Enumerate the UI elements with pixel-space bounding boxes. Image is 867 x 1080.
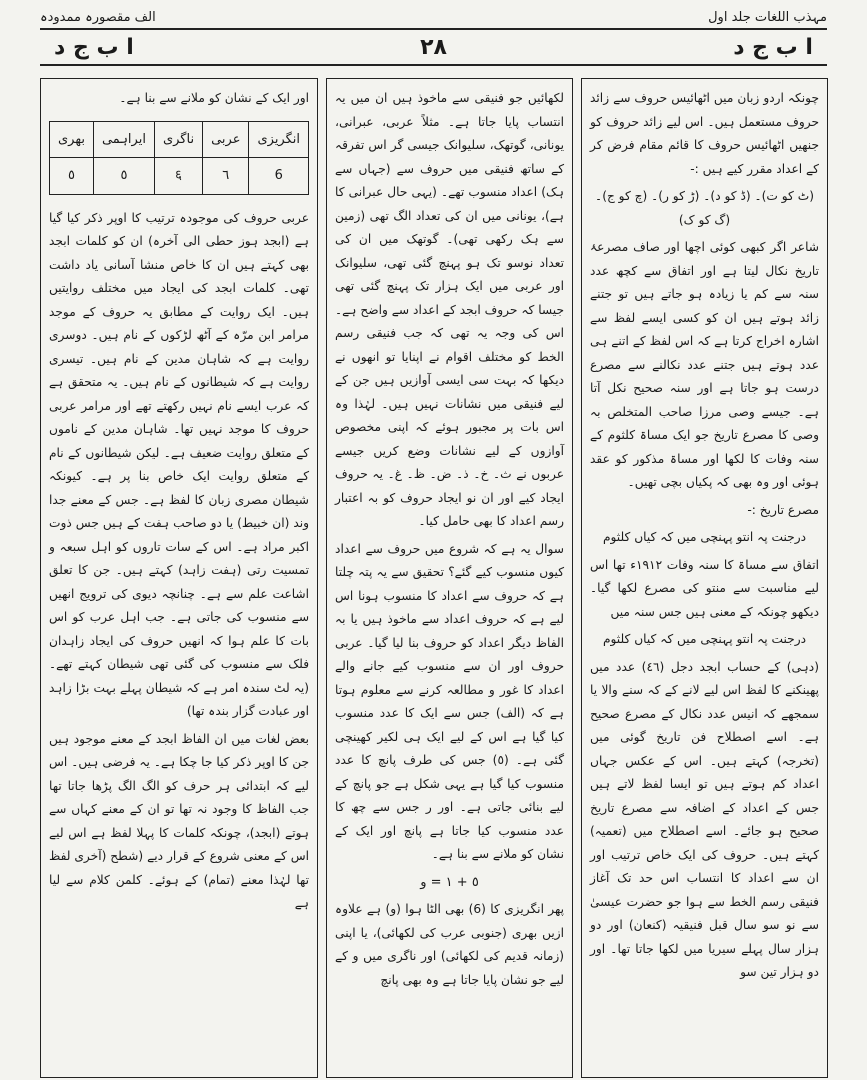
paragraph: بعض لغات میں ان الفاظ ابجد کے معنے موجود ہیں جن کا اوپر ذکر کیا جا چکا ہے۔ یہ فرضی ہیں۔ اس لیے کہ ابتدائی ہر حرف کو الگ الگ پڑھا جاتا تھا جب الفاظ کا وجود نہ تھا تو ان کے معنے کہاں سے ہوتے (ابجد)، چونکہ کلمات کا پہلا لفظ ہے اس لیے اس کے معنی شروع کے قرار دیے (شطح (آخری لفظ تھا لہٰذا معنے (تمام) کے ہوئے۔ کلمن کلام سے لیا ہے bbox=[49, 731, 310, 910]
paragraph: سوال یہ ہے کہ شروع میں حروف سے اعداد کیوں منسوب کیے گئے؟ تحقیق سے یہ پتہ چلتا ہے کہ حروف سے اعداد کا منسوب ہونا اس لیے ہے کہ حروف اعداد سے ماخوذ ہیں یا بہ الفاظ دیگر اعداد کو حروف بنا لیا گیا۔ عربی حروف اور ان سے منسوب کیے جانے والے اعداد کا غور و مطالعہ کرنے سے معلوم ہوتا ہے کہ (الف) جس سے ایک کا عدد منسوب کیا گیا ہے اس کے لیے ایک ہی لکیر کھینچی گئی ہے۔ (٥) جس کی طرف پانچ کا عدد منسوب کیا گیا ہے یہی شکل ہے جو پانچ کے لیے بنائی جاتی ہے۔ اور ر جس سے چھ کا عدد منسوب کیا جاتا ہے پانچ اور ایک کے نشان کو ملانے سے بنا ہے۔ bbox=[335, 541, 565, 861]
page-number: ٢٨ bbox=[420, 34, 447, 60]
paragraph: اتفاق سے مساۃ کا سنہ وفات ١٩١٢ء تھا اس لیے مناسبت سے منتو کی مصرع لکھا گیا۔ دیکھو چونکہ کے معنی ہیں جس سنہ میں bbox=[590, 557, 819, 619]
title-bar bbox=[40, 28, 827, 66]
table-header: عربی bbox=[203, 121, 249, 158]
column-right bbox=[581, 78, 828, 1078]
table-cell: ६ bbox=[154, 158, 202, 195]
paragraph: شاعر اگر کبھی کوئی اچھا اور صاف مصرعۂ تاریخ نکال لیتا ہے اور اتفاق سے کچھ عدد سنہ سے کم یا زیادہ ہو جاتے ہیں تو جتنے زائد ہوتے ہیں ان کو کسی ایسے لفظ سے اشارہ اخراج کرتا ہے کہ اس لفظ کے اتنے ہی عدد ہوتے ہیں جتنے عدد نکالنے سے مصرع درست ہو جاتا ہے اور سنہ صحیح نکل آتا ہے۔ جیسے وصی مرزا صاحب المتخلص بہ وصی کا مصرع تاریخ جو ایک مساۃ کلثوم کے سنہ وفات کا لکھا اور مساۃ مذکور کو عقد ہوئی اور وہ بھی کہ پکیاں بچی تھیں۔ bbox=[590, 240, 819, 489]
table-header: انگریزی bbox=[249, 121, 309, 158]
paragraph: عربی حروف کی موجودہ ترتیب کا اوپر ذکر کیا گیا ہے (ابجد ہوز حطی الی آخرہ) ان کو کلمات ابجد بھی کہتے ہیں ان کا خاص منشا آسانی یاد داشت تھی۔ کلمات ابجد کی ایجاد میں مختلف روایتیں ہیں۔ ایک روایت کے مطابق یہ حروف کے موجد مرامر ابن مرّہ کے آٹھ لڑکوں کے نام ہیں۔ دوسری روایت ہے کہ شاہان مدین کے نام ہیں۔ تیسری روایت ہے کہ شیطانوں کے نام ہیں۔ یہ متحقق ہے کہ عرب ایسے نام نہیں رکھتے تھے اور مرامر عربی حروف کا موجد نہیں تھا۔ شاہان مدین کے ناموں کے متعلق روایت ضعیف ہے۔ لیکن شیطانوں کے نام کے متعلق روایت ایک خاص بنا پر ہے۔ کیونکہ شیطان مصری زبان کا لفظ ہے۔ جس کے معنے جدا وند (ان خبیط) یا دو صاحب ہفت کے ہیں جس ذوت اکبر مراد ہے۔ اس کے سات تاروں کو اہل سبعہ و تمسیت رتی (ہفت زاہد) کہتے ہیں۔ جن کا تعلق اشاعت علم سے ہے۔ چنانچہ دیوی کی ترویج انھیں سے منسوب کی جاتی ہے۔ جب اہل عرب کو اس بات کا علم ہوا کہ انھیں حروف کی ایجاد زاہدان فلک سے منسوب کی گئی تھی شیطان کہتے تھے۔ (یہ لٹ سندہ امر ہے کہ شیطان پہلے بہت بڑا زاہد اور عبادت گزار بندہ تھا) bbox=[49, 210, 310, 718]
text-columns bbox=[40, 78, 828, 1078]
left-letters: ا ب ج د bbox=[54, 34, 134, 60]
table-cell: ٥ bbox=[50, 158, 94, 195]
formula: ٥ + ١ = و bbox=[420, 874, 479, 890]
paragraph: چونکہ اردو زبان میں اٹھائیس حروف سے زائد حروف مستعمل ہیں۔ اس لیے زائد حروف کو جنھیں اٹھائیس حروف کا قائم مقام فرض کر کے اعداد مقرر کیے ہیں :- bbox=[590, 91, 819, 176]
paragraph: پھر انگریزی کا (6) بھی الٹا ہوا (و) ہے علاوہ ازیں بھری (جنوبی عرب کی لکھائی)، یا اپنی (زمانہ قدیم کی لکھائی) اور ناگری میں و کے لیے جو نشان پایا جاتا ہے وہ بھی پانچ bbox=[335, 902, 565, 987]
paragraph: اور ایک کے نشان کو ملانے سے بنا ہے۔ bbox=[119, 91, 310, 105]
paragraph: مصرع تاریخ :- bbox=[747, 502, 819, 517]
column-middle bbox=[326, 78, 573, 1078]
verse: درجنت پہ انتو پہنچی میں کہ کیاں کلثوم bbox=[602, 530, 807, 544]
table-header: بھری bbox=[50, 121, 94, 158]
book-title: مہذب اللغات جلد اول bbox=[708, 9, 827, 25]
column-left bbox=[40, 78, 318, 1078]
table-cell: ٥ bbox=[93, 158, 154, 195]
section-heading: الف مقصورہ ممدودہ bbox=[40, 9, 156, 25]
table-header: ایراہمی bbox=[93, 121, 154, 158]
table-cell: ٦ bbox=[203, 158, 249, 195]
running-header bbox=[40, 6, 827, 28]
paragraph: (دہی) کے حساب ابجد دجل (٤٦) عدد میں پھینکنے کا لفظ اس لیے لانے کے کہ سنے والا یا سمجھے کہ انیس عدد نکال کے مصرع صحیح ہے۔ اسے اصطلاح فن تاریخ گوئی میں (تخرجہ) کہتے ہیں۔ اس کے عکس جہاں اعداد کم ہوتے ہیں تو ایسا لفظ لاتے ہیں جس کے اعداد کے اضافہ سے مصرع تاریخ صحیح ہو جائے۔ اسے اصطلاح میں (تعمیہ) کہتے ہیں۔ حروف کی ایک خاص ترتیب اور ان سے اعداد کا انتساب اس حد تک آغاز فنیقی رسم الخط سے ہوا جو حضرت عیسیٰ سے نو سو سال قبل فنیقیہ (کنعان) اور دو ہزار سال پہلے سیریا میں لکھا جاتا تھا۔ اور دو ہزار تین سو bbox=[590, 659, 819, 979]
letter-mapping: (ٹ کو ت)۔ (ڈ کو د)۔ (ڑ کو ر)۔ (چ کو ج)۔ (گ کو ک) bbox=[595, 189, 814, 227]
verse: درجنت پہ انتو پہنچی میں کہ کیاں کلثوم bbox=[602, 632, 807, 646]
table-header: ناگری bbox=[154, 121, 202, 158]
paragraph: لکھائیں جو فنیقی سے ماخوذ ہیں ان میں یہ انتساب پایا جاتا ہے۔ مثلاً عربی، عبرانی، یونانی، گوتھک، سلیوانک جیسی گر اس تفرقہ کے ساتھ فنیقی میں حروف سے (جہاں سے ہک) اعداد منسوب تھے۔ (یہی حال عبرانی کا ہے)، یونانی میں ان کی تعداد الگ تھی (زمین سے ہک رکھی تھی)۔ گوتھک میں ان کی تعداد نوسو تک ہو پہنچ گئی تھی، سلیوانک اور عربی میں ایک ہزار تک پہنچ گئی تھی جیسا کہ حروف ابجد کے اعداد سے واضح ہے۔ اس کی وجہ یہ تھی کہ جب فنیقی رسم الخط کو مختلف اقوام نے اپنایا تو انھوں نے دیکھا کہ بہت سی ایسی آوازیں ہیں جن کے لیے فنیقی میں نشانات نہیں ہیں۔ لہٰذا وہ اس بات پر مجبور ہوئے کہ اپنی مخصوص آوازوں کے لیے نشانات وضع کریں جیسے عربوں نے ث۔ خ۔ ذ۔ ض۔ ظ۔ غ۔ یہ حروف ایجاد کیے اور ان نو ایجاد حروف کو بہ اعتبار رسم اعداد کا بھی حامل کیا۔ bbox=[335, 91, 565, 528]
right-letters: ا ب ج د bbox=[733, 34, 813, 60]
numeral-table bbox=[49, 121, 309, 195]
table-cell: 6 bbox=[249, 158, 309, 195]
